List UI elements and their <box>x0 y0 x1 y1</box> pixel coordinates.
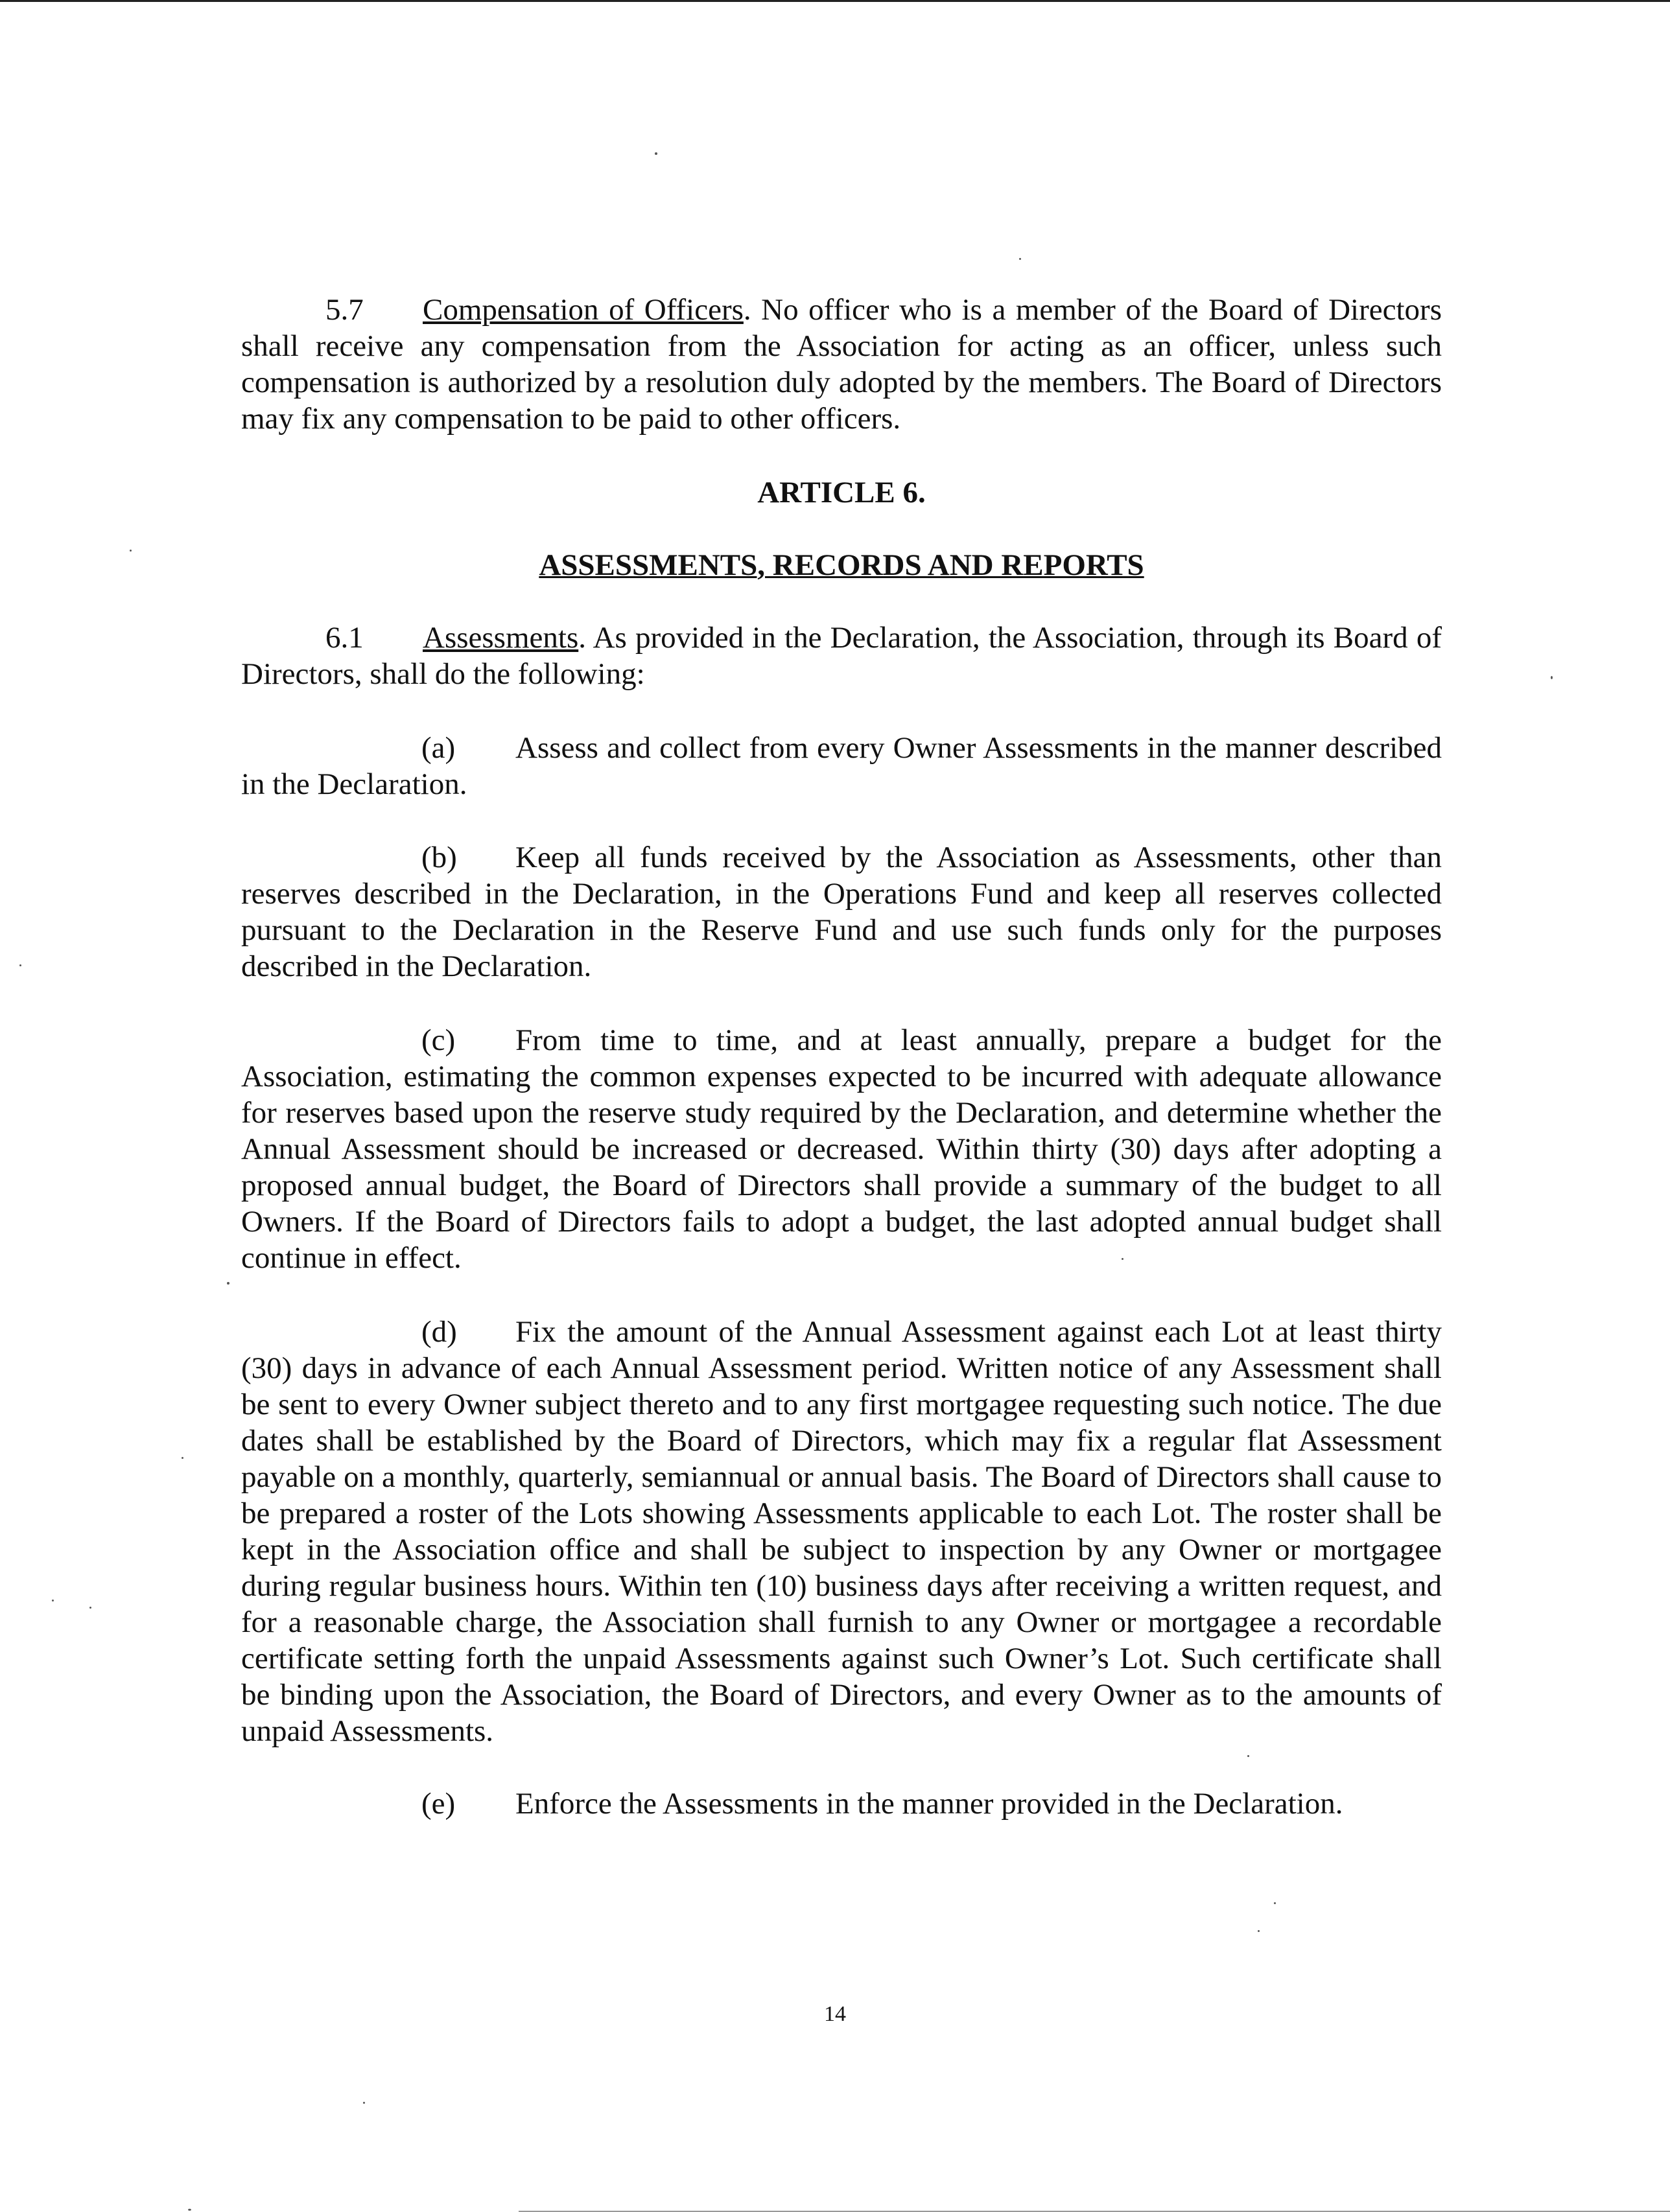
scan-speck <box>1019 258 1021 260</box>
section-5-7-number: 5.7 <box>325 293 364 327</box>
section-5-7-title: Compensation of Officers <box>423 293 744 327</box>
scan-speck <box>1258 1930 1260 1932</box>
scan-speck <box>188 2209 191 2211</box>
item-a-text: Assess and collect from every Owner Assessments in the manner described in the Declaration. <box>241 731 1442 801</box>
item-a-paragraph <box>241 730 1442 802</box>
scan-speck <box>19 964 21 966</box>
section-5-7-paragraph <box>241 292 1442 437</box>
article-number-heading: ARTICLE 6. <box>757 476 926 509</box>
section-6-1-title: Assessments <box>423 621 579 655</box>
section-6-1-number: 6.1 <box>325 621 364 655</box>
scan-speck <box>52 1600 54 1601</box>
section-6-1-body: . As provided in the Declaration, the Association, through its Board of Directors, shall do the following: <box>241 621 1442 691</box>
section-6-1-paragraph <box>241 620 1442 692</box>
scan-speck <box>1274 1902 1276 1904</box>
section-5-7-body: . No officer who is a member of the Board of Directors shall receive any compensation from the Association for acting as an officer, unless such compensation is authorized by a resolution duly adopted by the members. The Board of Directors may fix any compensation to be paid to other officers. <box>241 293 1442 436</box>
scan-speck <box>130 550 132 552</box>
scan-speck <box>655 152 657 155</box>
article-title-heading: ASSESSMENTS, RECORDS AND REPORTS <box>539 548 1144 582</box>
item-e-text: Enforce the Assessments in the manner provided in the Declaration. <box>515 1787 1343 1821</box>
item-e-paragraph <box>241 1786 1442 1822</box>
scan-speck <box>1551 676 1553 679</box>
scan-speck <box>227 1282 229 1285</box>
item-e-label: (e) <box>421 1787 456 1821</box>
scan-speck <box>1122 1258 1123 1260</box>
item-b-label: (b) <box>421 841 457 874</box>
scan-speck <box>89 1607 91 1609</box>
item-d-text: Fix the amount of the Annual Assessment against each Lot at least thirty (30) days in advance of each Annual Assessment period. Written notice of any Assessment shall be sent to every Owner subject thereto and to any first mortgagee requesting such notice. The due dates shall be established by the Board of Directors, which may fix a regular flat Assessment payable on a monthly, quarterly, semiannual or annual basis. The Board of Directors shall cause to be prepared a roster of the Lots showing Assessments applicable to each Lot. The roster shall be kept in the Association office and shall be subject to inspection by any Owner or mortgagee during regular business hours. Within ten (10) business days after receiving a written request, and for a reasonable charge, the Association shall furnish to any Owner or mortgagee a recordable certificate setting forth the unpaid Assessments against such Owner’s Lot. Such certificate shall be binding upon the Association, the Board of Directors, and every Owner as to the amounts of unpaid Assessments. <box>241 1315 1442 1748</box>
item-c-paragraph <box>241 1022 1442 1276</box>
scan-speck <box>182 1457 183 1459</box>
scan-speck <box>1247 1755 1249 1757</box>
item-b-text: Keep all funds received by the Association as Assessments, other than reserves described in the Declaration, in the Operations Fund and keep all reserves collected pursuant to the Declaration in the Reserve Fund and use such funds only for the purposes described in the Declaration. <box>241 841 1442 983</box>
scan-speck <box>363 2102 365 2104</box>
item-a-label: (a) <box>421 731 456 765</box>
item-c-text: From time to time, and at least annually, prepare a budget for the Association, estimating the common expenses expected to be incurred with adequate allowance for reserves based upon the reserve study required by the Declaration, and determine whether the Annual Assessment should be increased or decreased. Within thirty (30) days after adopting a proposed annual budget, the Board of Directors shall provide a summary of the budget to all Owners. If the Board of Directors fails to adopt a budget, the last adopted annual budget shall continue in effect. <box>241 1023 1442 1275</box>
item-b-paragraph <box>241 839 1442 984</box>
item-d-label: (d) <box>421 1315 457 1349</box>
page-number: 14 <box>824 2002 846 2026</box>
item-d-paragraph <box>241 1314 1442 1749</box>
item-c-label: (c) <box>421 1023 456 1057</box>
